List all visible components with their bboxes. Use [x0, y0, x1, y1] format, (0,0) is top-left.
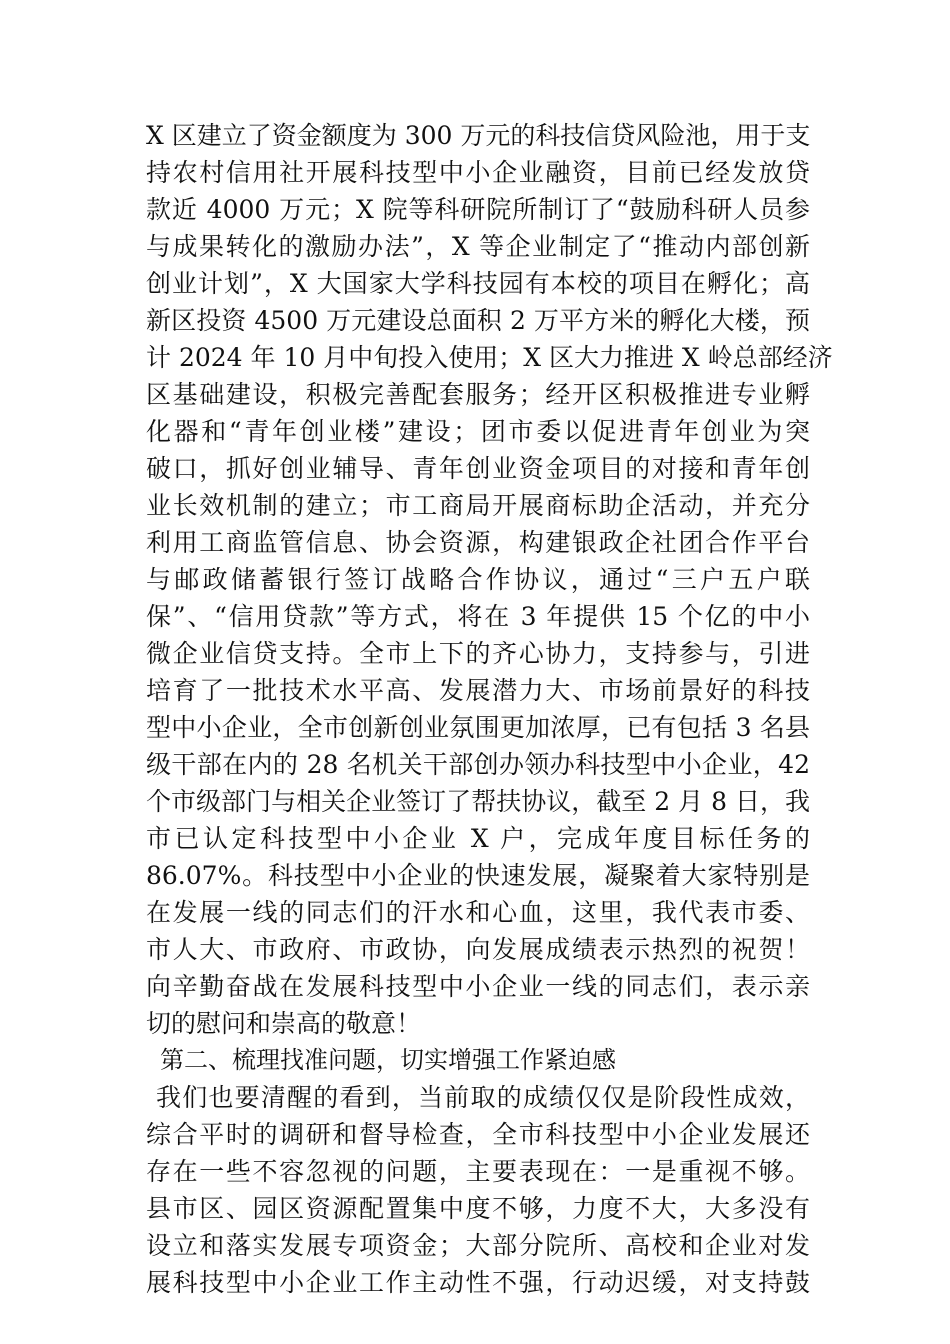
document-page — [146, 117, 833, 1301]
text-line: 区基础建设，积极完善配套服务；经开区积极推进专业孵 — [146, 380, 810, 409]
paragraph — [146, 117, 833, 1042]
text-line: 展科技型中小企业工作主动性不强，行动迟缓，对支持鼓 — [146, 1268, 810, 1297]
text-line: 个市级部门与相关企业签订了帮扶协议，截至 2 月 8 日，我 — [146, 787, 810, 816]
text-line: 微企业信贷支持。全市上下的齐心协力，支持参与，引进 — [146, 639, 810, 668]
text-line: 市已认定科技型中小企业 X 户，完成年度目标任务的 — [146, 824, 810, 853]
text-line: 破口，抓好创业辅导、青年创业资金项目的对接和青年创 — [146, 454, 810, 483]
text-line: 存在一些不容忽视的问题，主要表现在：一是重视不够。 — [146, 1157, 810, 1186]
section-heading: 第二、梳理找准问题，切实增强工作紧迫感 — [160, 1046, 616, 1074]
text-line: 持农村信用社开展科技型中小企业融资，目前已经发放贷 — [146, 158, 810, 187]
text-line: 切的慰问和崇高的敬意！ — [146, 1009, 422, 1038]
text-line: 级干部在内的 28 名机关干部创办领办科技型中小企业，42 — [146, 750, 810, 779]
text-line: 利用工商监管信息、协会资源，构建银政企社团合作平台 — [146, 528, 810, 557]
text-line: 计 2024 年 10 月中旬投入使用；X 区大力推进 X 岭总部经济 — [146, 343, 833, 372]
text-line: 化器和“青年创业楼”建设；团市委以促进青年创业为突 — [146, 417, 810, 446]
text-line: 与成果转化的激励办法”，X 等企业制定了“推动内部创新 — [146, 232, 810, 261]
text-line: 综合平时的调研和督导检查，全市科技型中小企业发展还 — [146, 1120, 810, 1149]
text-line: 县市区、园区资源配置集中度不够，力度不大，大多没有 — [146, 1194, 810, 1223]
text-line: 款近 4000 万元；X 院等科研院所制订了“鼓励科研人员参 — [146, 195, 810, 224]
text-line: 创业计划”，X 大国家大学科技园有本校的项目在孵化；高 — [146, 269, 810, 298]
text-line: 型中小企业，全市创新创业氛围更加浓厚，已有包括 3 名县 — [146, 713, 810, 742]
text-line: 在发展一线的同志们的汗水和心血，这里，我代表市委、 — [146, 898, 810, 927]
text-line: 86.07%。科技型中小企业的快速发展，凝聚着大家特别是 — [146, 861, 810, 890]
text-line: 培育了一批技术水平高、发展潜力大、市场前景好的科技 — [146, 676, 810, 705]
paragraph — [146, 1079, 810, 1301]
text-line: 保”、“信用贷款”等方式，将在 3 年提供 15 个亿的中小 — [146, 602, 810, 631]
text-line: 向辛勤奋战在发展科技型中小企业一线的同志们，表示亲 — [146, 972, 810, 1001]
text-line: 市人大、市政府、市政协，向发展成绩表示热烈的祝贺！ — [146, 935, 810, 964]
text-line: 我们也要清醒的看到，当前取的成绩仅仅是阶段性成效， — [156, 1083, 810, 1112]
text-line: 业长效机制的建立；市工商局开展商标助企活动，并充分 — [146, 491, 810, 520]
text-line: 新区投资 4500 万元建设总面积 2 万平方米的孵化大楼，预 — [146, 306, 810, 335]
text-line: 设立和落实发展专项资金；大部分院所、高校和企业对发 — [146, 1231, 810, 1260]
text-line: X 区建立了资金额度为 300 万元的科技信贷风险池，用于支 — [146, 121, 811, 150]
text-line: 与邮政储蓄银行签订战略合作协议，通过“三户五户联 — [146, 565, 810, 594]
